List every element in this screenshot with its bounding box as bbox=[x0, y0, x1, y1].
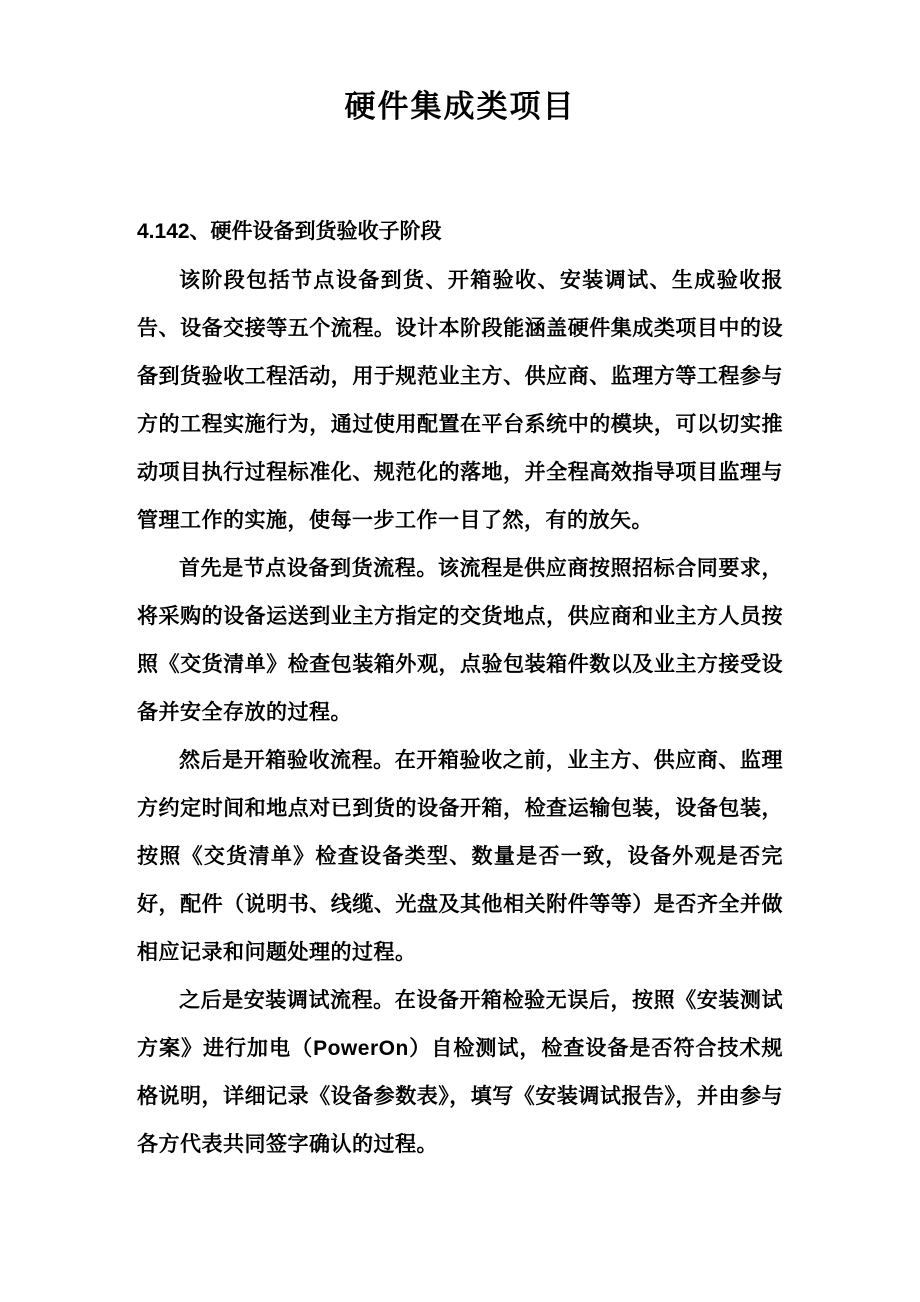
document-title: 硬件集成类项目 bbox=[344, 89, 576, 124]
paragraph-unboxing-acceptance: 然后是开箱验收流程。在开箱验收之前，业主方、供应商、监理方约定时间和地点对已到货的设备开箱，检查运输包装，设备包装，按照《交货清单》检查设备类型、数量是否一致，设备外观是否完好，配件（说明书、线缆、光盘及其他相关附件等等）是否齐全并做相应记录和问题处理的过程。 bbox=[137, 749, 783, 964]
paragraph-installation-debugging: 之后是安装调试流程。在设备开箱检验无误后，按照《安装测试方案》进行加电（PowerOn）自检测试，检查设备是否符合技术规格说明，详细记录《设备参数表》，填写《安装调试报告》，并由参与各方代表共同签字确认的过程。 bbox=[137, 989, 783, 1156]
paragraph-overview: 该阶段包括节点设备到货、开箱验收、安装调试、生成验收报告、设备交接等五个流程。设计本阶段能涵盖硬件集成类项目中的设备到货验收工程活动，用于规范业主方、供应商、监理方等工程参与方的工程实施行为，通过使用配置在平台系统中的模块，可以切实推动项目执行过程标准化、规范化的落地，并全程高效指导项目监理与管理工作的实施，使每一步工作一目了然，有的放矢。 bbox=[137, 269, 783, 532]
paragraph-equipment-arrival: 首先是节点设备到货流程。该流程是供应商按照招标合同要求，将采购的设备运送到业主方指定的交货地点，供应商和业主方人员按照《交货清单》检查包装箱外观，点验包装箱件数以及业主方接受设备并安全存放的过程。 bbox=[137, 557, 783, 724]
section-heading: 4.142、硬件设备到货验收子阶段 bbox=[137, 220, 442, 243]
